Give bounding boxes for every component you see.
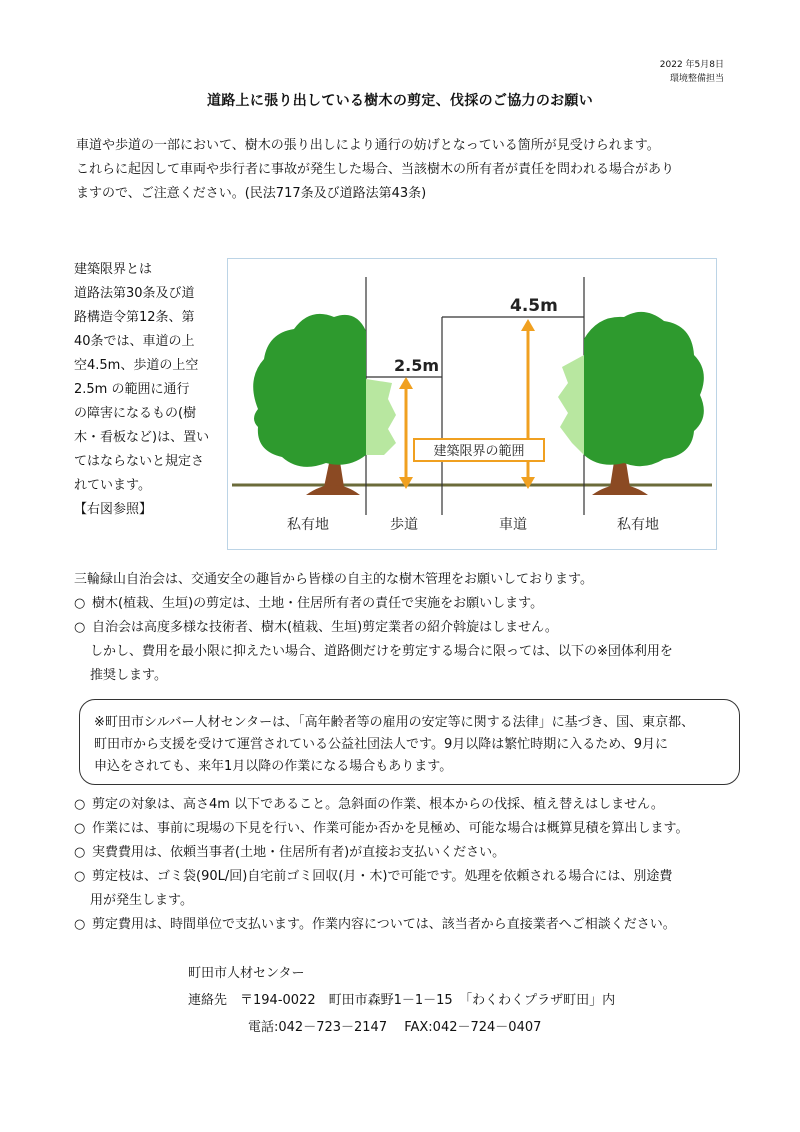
circle-bullet-icon: ○ — [74, 869, 86, 884]
sidewalk-height-arrow — [399, 377, 413, 489]
circle-bullet-icon: ○ — [74, 917, 86, 932]
request-section — [74, 568, 754, 688]
note-line: ※町田市シルバー人材センターは、「高年齢者等の雇用の安定等に関する法律」に基づき、国、東京都、 — [94, 715, 695, 730]
page-title: 道路上に張り出している樹木の剪定、伐採のご協力のお願い — [206, 93, 594, 109]
request-item: ○ 自治会は高度多様な技術者、樹木(植栽、生垣)剪定業者の紹介斡旋はしません。 — [74, 616, 754, 640]
left-tree-icon — [253, 314, 396, 495]
clearance-explanation — [74, 258, 224, 522]
clearance-diagram-svg — [228, 259, 716, 549]
clearance-diagram — [227, 258, 717, 550]
road-height-label: 4.5m — [510, 296, 558, 316]
side-line: 木・看板など)は、置い — [74, 430, 210, 445]
request-lead: 三輪緑山自治会は、交通安全の趣旨から皆様の自主的な樹木管理をお願いしております。 — [74, 572, 593, 587]
side-line: れています。 — [74, 478, 151, 493]
side-line: 【右図参照】 — [74, 502, 153, 517]
department: 環境整備担当 — [669, 74, 724, 84]
sidewalk-height-label: 2.5m — [394, 356, 440, 375]
contact-phone: 電話:042－723－2147 FAX:042－724－0407 — [248, 1020, 542, 1035]
request-item: ○ 樹木(植栽、生垣)の剪定は、土地・住居所有者の責任で実施をお願いします。 — [74, 592, 754, 616]
road-label: 車道 — [499, 517, 527, 533]
note-line: 申込をされても、来年1月以降の作業になる場合もあります。 — [94, 759, 453, 774]
side-line: 40条では、車道の上 — [74, 334, 195, 349]
detail-item: ○ 剪定費用は、時間単位で支払います。作業内容については、該当者から直接業者へご相談ください。 — [74, 913, 754, 937]
intro-line: ますので、ご注意ください。(民法717条及び道路法第43条) — [76, 186, 427, 201]
circle-bullet-icon: ○ — [74, 620, 86, 635]
detail-item: ○ 作業には、事前に現場の下見を行い、作業可能か否かを見極め、可能な場合は概算見積を算出します。 — [74, 817, 754, 841]
side-line: 空4.5m、歩道の上空 — [74, 358, 199, 373]
side-line: てはならないと規定さ — [74, 454, 205, 469]
service-details — [74, 793, 754, 937]
intro-line: これらに起因して車両や歩行者に事故が発生した場合、当該樹木の所有者が責任を問われる場合があり — [76, 162, 675, 177]
detail-item: ○ 剪定枝は、ゴミ袋(90L/回)自宅前ゴミ回収(月・木)で可能です。処理を依頼される場合には、別途費 — [74, 865, 754, 889]
document-date: 2022 年5月8日 — [659, 60, 724, 70]
request-item-continued: しかし、費用を最小限に抑えたい場合、道路側だけを剪定する場合に限っては、以下の※団体利用を — [90, 644, 673, 659]
intro-paragraph — [76, 134, 736, 206]
contact-block — [188, 960, 615, 1041]
range-label: 建築限界の範囲 — [433, 444, 525, 459]
side-line: 路構造令第12条、第 — [74, 310, 195, 325]
side-line: の障害になるもの(樹 — [74, 406, 197, 421]
right-tree-icon — [558, 312, 704, 495]
date-block — [660, 58, 724, 86]
circle-bullet-icon: ○ — [74, 596, 86, 611]
detail-item: ○ 実費費用は、依頼当事者(土地・住居所有者)が直接お支払いください。 — [74, 841, 754, 865]
intro-line: 車道や歩道の一部において、樹木の張り出しにより通行の妨げとなっている箇所が見受けられます。 — [76, 138, 660, 153]
side-line: 道路法第30条及び道 — [74, 286, 195, 301]
note-line: 町田市から支援を受けて運営されている公益社団法人です。9月以降は繁忙時期に入るため、9月に — [94, 737, 668, 752]
sidewalk-label: 歩道 — [390, 517, 418, 533]
circle-bullet-icon: ○ — [74, 797, 86, 812]
circle-bullet-icon: ○ — [74, 845, 86, 860]
detail-item: ○ 剪定の対象は、高さ4m 以下であること。急斜面の作業、根本からの伐採、植え替えはしません。 — [74, 793, 754, 817]
road-height-arrow — [521, 319, 535, 489]
private-land-left-label: 私有地 — [287, 517, 329, 533]
silver-center-note — [79, 699, 740, 785]
side-line: 建築限界とは — [74, 262, 153, 277]
detail-item-continued: 用が発生します。 — [90, 893, 193, 908]
contact-org: 町田市人材センター — [188, 966, 305, 981]
side-line: 2.5m の範囲に通行 — [74, 382, 190, 397]
request-item-continued: 推奨します。 — [90, 668, 167, 683]
contact-address: 連絡先 〒194-0022 町田市森野1－1－15 「わくわくプラザ町田」内 — [188, 993, 616, 1008]
circle-bullet-icon: ○ — [74, 821, 86, 836]
private-land-right-label: 私有地 — [617, 517, 659, 533]
